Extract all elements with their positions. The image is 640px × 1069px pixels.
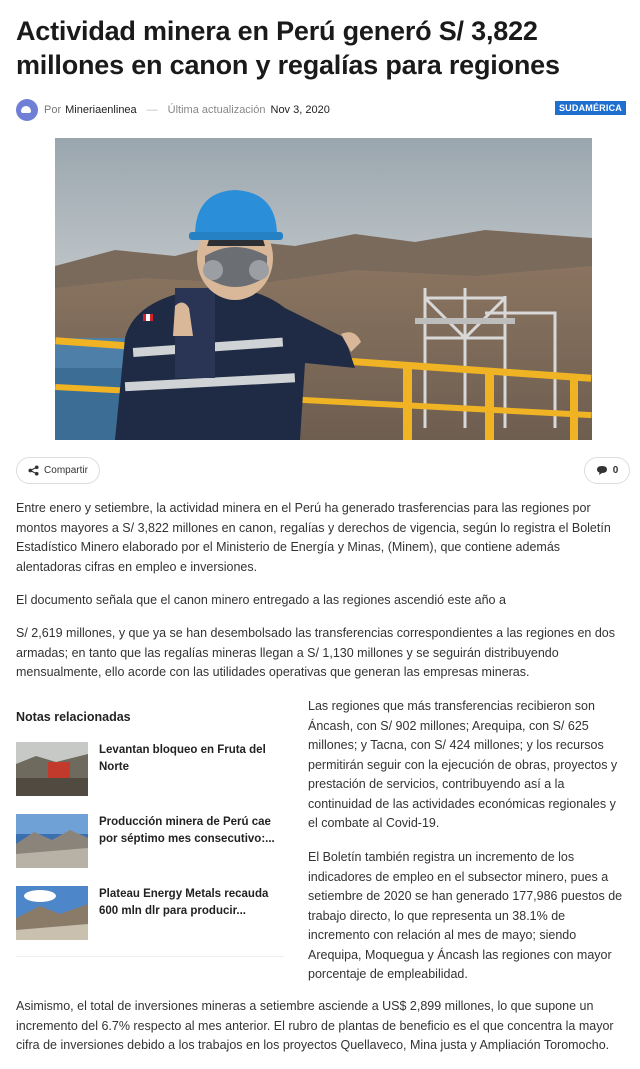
related-thumbnail[interactable] <box>16 814 88 868</box>
body-paragraph-1: Entre enero y setiembre, la actividad minera en el Perú ha generado trasferencias para las regiones por montos mayores a S/ 3,822 millones en canon, regalías y derechos de vigencia, según lo registra el Boletín Estadístico Minero elaborado por el Ministerio de Energía y Minas, (Minem), que contiene además alentadoras cifras en empleo e inversiones. <box>16 501 611 574</box>
updated-date: Nov 3, 2020 <box>270 104 330 116</box>
related-item[interactable] <box>16 886 284 940</box>
related-title[interactable]: Producción minera de Perú cae por séptimo mes consecutivo:... <box>99 816 275 845</box>
category-badge[interactable]: SUDAMÉRICA <box>555 101 626 115</box>
share-icon <box>28 465 39 476</box>
body-paragraph-5: El Boletín también registra un incremento de los indicadores de empleo en el subsector minero, pues a setiembre de 2020 se han generado 177,986 puestos de trabajo directo, lo que representa un 38.1% de incremento con relación al mes de mayo; siendo Arequipa, Moquegua y Áncash las regiones con mayor porcentaje de empleabilidad. <box>308 850 623 981</box>
meta-separator: — <box>146 104 158 116</box>
related-title[interactable]: Levantan bloqueo en Fruta del Norte <box>99 744 266 773</box>
body-paragraph-2: El documento señala que el canon minero entregado a las regiones ascendió este año a <box>16 593 506 607</box>
updated-label: Última actualización <box>167 104 266 116</box>
related-thumbnail[interactable] <box>16 742 88 796</box>
body-paragraph-4: Las regiones que más transferencias recibieron son Áncash, con S/ 902 millones; Arequipa, con S/ 625 millones; y Tacna, con S/ 424 millones; y los recursos permitirán seguir con la ejecución de obras, proyectos y prestación de servicios, contribuyendo así a la continuidad de las actividades económicas regionales y el combate al Covid-19. <box>308 699 618 830</box>
article-title: Actividad minera en Perú generó S/ 3,822 millones en canon y regalías para regiones <box>16 16 560 80</box>
comment-icon <box>596 465 608 476</box>
related-title[interactable]: Plateau Energy Metals recauda 600 mln dlr para producir... <box>99 888 269 917</box>
by-label: Por <box>44 104 62 116</box>
related-heading: Notas relacionadas <box>16 710 131 724</box>
author-avatar[interactable] <box>16 99 38 121</box>
comments-count: 0 <box>612 465 619 476</box>
related-notes <box>16 710 284 958</box>
related-thumbnail[interactable] <box>16 886 88 940</box>
share-label: Compartir <box>44 465 88 476</box>
body-paragraph-3: S/ 2,619 millones, y que ya se han desembolsado las transferencias correspondientes a las regiones en dos armadas; en tanto que las regalías mineras llegan a S/ 1,130 millones y se seguirán distribuyendo mensualmente, ello acorde con las utilidades operativas que generan las empresas mineras. <box>16 626 615 679</box>
related-item[interactable] <box>16 742 284 796</box>
author-link[interactable]: Mineriaenlinea <box>65 104 137 116</box>
related-divider <box>16 956 284 957</box>
body-paragraph-6: Asimismo, el total de inversiones mineras a setiembre asciende a US$ 2,899 millones, lo que supone un incremento del 6.7% respecto al mes anterior. El rubro de plantas de beneficio es el que concentra la mayor cifra de inversiones debido a los trabajos en los proyectos Quellaveco, Mina justa y Ampliación Toromocho. <box>16 999 614 1052</box>
share-button[interactable] <box>16 457 100 484</box>
hero-image <box>55 138 592 440</box>
related-item[interactable] <box>16 814 284 868</box>
article-meta <box>16 98 626 122</box>
comments-button[interactable] <box>584 457 630 484</box>
